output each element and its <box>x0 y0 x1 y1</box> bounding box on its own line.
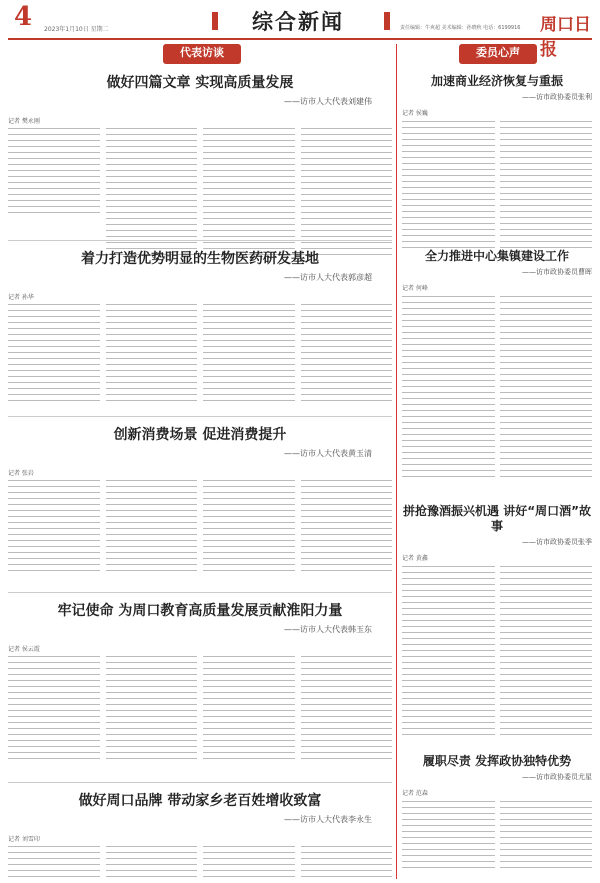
story-headline: 加速商业经济恢复与重振 <box>430 74 563 88</box>
story-byline: 记者 侯云霞 <box>8 646 40 653</box>
title-accent-right <box>384 12 390 30</box>
story-subhead: ——访市人大代表韩玉东 <box>284 625 372 634</box>
story-subhead: ——访市政协委员尤星 <box>522 773 592 781</box>
story-cao-hui <box>402 249 592 482</box>
story-han-yudong <box>8 600 392 653</box>
story-byline: 记者 刘雪印 <box>8 836 40 843</box>
page-number: 4 <box>14 2 33 32</box>
story-zhang-li <box>402 74 592 253</box>
story-subhead: ——访市人大代表黄玉清 <box>284 449 372 458</box>
story-li-yongsheng <box>8 790 392 843</box>
story-byline: 记者 侯巍 <box>402 110 428 117</box>
story-body <box>8 846 392 882</box>
story-byline: 记者 黄鑫 <box>402 555 428 562</box>
story-subhead: ——访市人大代表刘建伟 <box>284 97 372 106</box>
story-headline: 创新消费场景 促进消费提升 <box>113 427 287 443</box>
title-accent-left <box>212 12 218 30</box>
story-separator <box>8 416 392 417</box>
masthead-rule <box>8 38 592 40</box>
editors-line: 责任编辑：牛爽超 美术编辑：孙晓秋 电话：6199916 <box>400 25 521 31</box>
story-subhead: ——访市政协委员张利 <box>522 93 592 101</box>
story-separator <box>8 240 392 241</box>
story-body <box>402 296 592 482</box>
story-body <box>8 304 392 406</box>
story-subhead: ——访市人大代表李永生 <box>284 815 372 824</box>
story-body <box>402 566 592 740</box>
committee-members-column <box>402 44 592 879</box>
story-subhead: ——访市政协委员张季 <box>522 538 592 546</box>
story-byline: 记者 樊永刚 <box>8 118 40 125</box>
story-you-xing <box>402 754 592 873</box>
story-headline: 拼抢豫酒振兴机遇 讲好“周口酒”故事 <box>403 504 591 533</box>
column-divider <box>396 44 397 879</box>
story-headline: 全力推进中心集镇建设工作 <box>424 249 569 263</box>
story-headline: 牢记使命 为周口教育高质量发展贡献淮阳力量 <box>57 603 343 619</box>
story-huang-yuqing <box>8 424 392 477</box>
section-tag-representatives: 代表访谈 <box>163 44 241 64</box>
story-byline: 记者 张岩 <box>8 470 34 477</box>
story-headline: 着力打造优势明显的生物医药研发基地 <box>81 251 319 267</box>
story-byline: 记者 孙华 <box>8 294 34 301</box>
story-body <box>402 801 592 873</box>
story-separator <box>8 592 392 593</box>
story-separator <box>8 782 392 783</box>
representatives-column <box>8 44 392 879</box>
section-title: 综合新闻 <box>252 9 344 34</box>
story-byline: 记者 范森 <box>402 790 428 797</box>
story-byline: 记者 何峰 <box>402 285 428 292</box>
story-headline: 做好四篇文章 实现高质量发展 <box>106 75 294 91</box>
story-body <box>402 121 592 253</box>
story-subhead: ——访市政协委员曹晖 <box>522 268 592 276</box>
story-body <box>8 480 392 576</box>
issue-date: 2023年1月10日 星期二 <box>44 26 109 33</box>
story-headline: 履职尽责 发挥政协独特优势 <box>422 754 572 768</box>
story-guo-yanchao <box>8 248 392 301</box>
story-zhang-ji <box>402 504 592 740</box>
section-tag-committee: 委员心声 <box>459 44 537 64</box>
story-headline: 做好周口品牌 带动家乡老百姓增收致富 <box>78 793 322 809</box>
newspaper-logo: 周口日报 <box>540 15 591 60</box>
story-subhead: ——访市人大代表郭彦超 <box>284 273 372 282</box>
story-liu-jianwei <box>8 72 392 125</box>
story-body <box>8 656 392 764</box>
